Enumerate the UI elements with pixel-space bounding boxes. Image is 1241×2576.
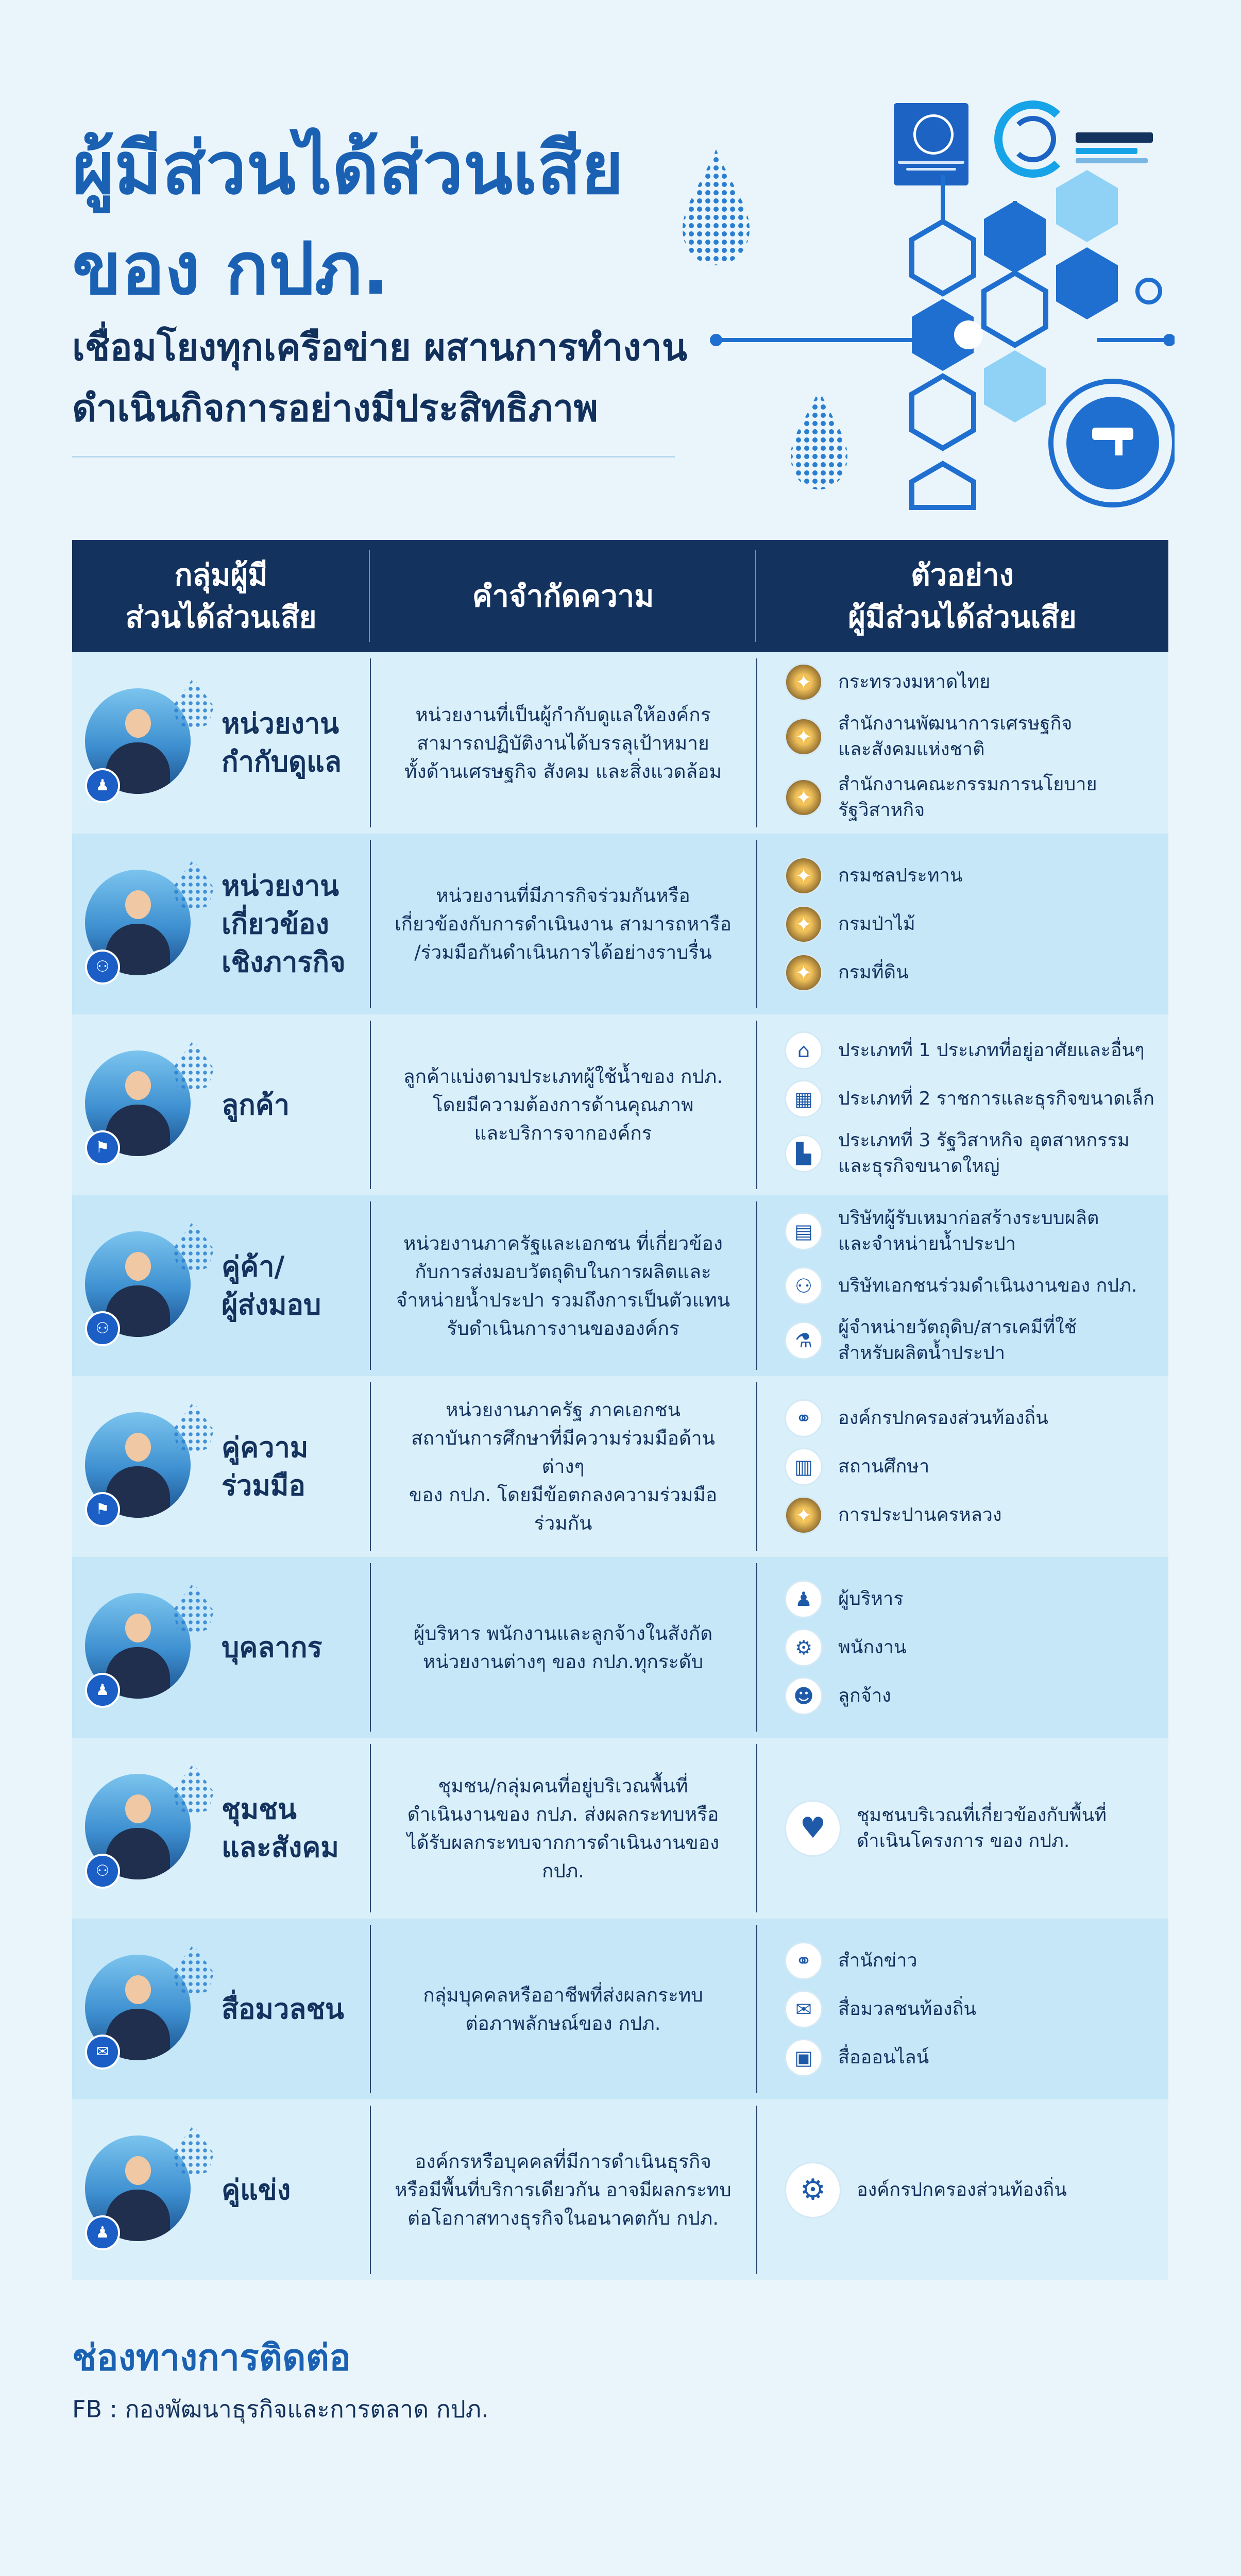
network-icon: ⚭ [785, 1399, 823, 1437]
example-item [785, 953, 1168, 992]
dot-drop-decoration [173, 1040, 214, 1092]
dot-drop-decoration [173, 859, 214, 911]
example-item [785, 711, 1168, 762]
example-item [785, 1580, 1168, 1619]
table-row [72, 1195, 1168, 1376]
definition-cell [370, 1014, 756, 1195]
examples-cell [756, 652, 1168, 834]
example-text: องค์กรปกครองส่วนท้องถิ่น [857, 2179, 1067, 2200]
example-text: สำนักข่าว [838, 1950, 917, 1971]
worker-icon: ☻ [785, 1677, 823, 1715]
dot-drop-decoration [173, 1402, 214, 1453]
definition-cell [370, 1738, 756, 1919]
example-text: สำนักงานคณะกรรมการนโยบาย รัฐวิสาหกิจ [838, 774, 1097, 821]
example-item [785, 772, 1168, 823]
group-cell [72, 1919, 370, 2099]
group-name: สื่อมวลชน [222, 1992, 344, 2025]
group-cell [72, 834, 370, 1014]
header-group [72, 540, 370, 652]
header-group-text: กลุ่มผู้มี ส่วนได้ส่วนเสีย [125, 557, 317, 635]
hexagon-network-illustration [654, 139, 1175, 510]
definition-cell [370, 2099, 756, 2280]
people-icon: ⚇ [85, 1311, 120, 1346]
definition-cell [370, 1919, 756, 2099]
example-item [785, 1399, 1168, 1438]
group-name: คู่ความ ร่วมมือ [222, 1431, 309, 1502]
forestry-seal-icon: ✦ [785, 905, 823, 943]
group-name: คู่ค้า/ ผู้ส่งมอบ [222, 1250, 321, 1321]
example-text: สื่อออนไลน์ [838, 2046, 929, 2068]
table-row [72, 1014, 1168, 1195]
header-examples [756, 540, 1168, 652]
group-cell [72, 1014, 370, 1195]
example-text: ประเภทที่ 1 ประเภทที่อยู่อาศัยและอื่นๆ [838, 1039, 1145, 1061]
example-item [785, 1676, 1168, 1716]
stakeholder-table [72, 540, 1168, 2280]
header-examples-text: ตัวอย่าง ผู้มีส่วนได้ส่วนเสีย [848, 557, 1077, 635]
dot-drop-decoration [173, 1764, 214, 1815]
dot-drop-decoration [173, 2125, 214, 2177]
page-title [72, 118, 624, 319]
group-name: คู่แข่ง [222, 2173, 291, 2206]
dot-drop-decoration [173, 1583, 214, 1634]
example-text: บริษัทผู้รับเหมาก่อสร้างระบบผลิต และจำหน่ายน้ำประปา [838, 1207, 1099, 1255]
example-text: กรมชลประทาน [838, 865, 963, 886]
example-item [785, 1800, 1168, 1857]
examples-cell [756, 834, 1168, 1014]
example-item [785, 2038, 1168, 2077]
title-line-2: ของ กปภ. [72, 227, 389, 311]
dot-drop-decoration [173, 1944, 214, 1996]
table-row [72, 1738, 1168, 1919]
subtitle-line-2: ดำเนินกิจการอย่างมีประสิทธิภาพ [72, 386, 598, 430]
factory-icon: ▙ [785, 1134, 823, 1173]
contact-facebook: FB : กองพัฒนาธุรกิจและการตลาด กปภ. [72, 2395, 489, 2423]
example-text: ผู้จำหน่ายวัตถุดิบ/สารเคมีที่ใช้ สำหรับผลิตน้ำประปา [838, 1316, 1077, 1364]
definition-text: ลูกค้าแบ่งตามประเภทผู้ใช้น้ำของ กปภ. โดยมีความต้องการด้านคุณภาพ และบริการจากองค์กร [403, 1065, 723, 1144]
group-cell [72, 1376, 370, 1557]
nesdc-seal-icon: ✦ [785, 718, 823, 756]
shop-icon: ▦ [785, 1080, 823, 1118]
title-line-1: ผู้มีส่วนได้ส่วนเสีย [72, 127, 624, 211]
definition-text: หน่วยงานที่เป็นผู้กำกับดูแลให้องค์กร สามารถปฏิบัติงานได้บรรลุเป้าหมาย ทั้งด้านเศรษฐกิจ สังคม และสิ่งแวดล้อม [404, 703, 722, 783]
definition-text: ผู้บริหาร พนักงานและลูกจ้างในสังกัด หน่วยงานต่างๆ ของ กปภ.ทุกระดับ [413, 1622, 713, 1673]
header-definition-text: คำจำกัดความ [472, 579, 654, 614]
example-text: สื่อมวลชนท้องถิ่น [838, 1998, 976, 2020]
online-media-icon: ▣ [785, 2039, 823, 2077]
people-icon: ⚑ [85, 1130, 120, 1165]
definition-cell [370, 652, 756, 834]
table-header [72, 540, 1168, 652]
table-body [72, 652, 1168, 2280]
definition-cell [370, 834, 756, 1014]
definition-cell [370, 1376, 756, 1557]
example-text: ประเภทที่ 3 รัฐวิสาหกิจ อุตสาหกรรม และธุรกิจขนาดใหญ่ [838, 1129, 1130, 1177]
example-text: กรมที่ดิน [838, 961, 909, 983]
megaphone-icon: ✉ [785, 1990, 823, 2028]
examples-cell [756, 1376, 1168, 1557]
example-item [785, 2162, 1168, 2218]
example-text: สถานศึกษา [838, 1455, 930, 1477]
header [0, 0, 1241, 515]
examples-cell [756, 1557, 1168, 1738]
people-icon: ♟ [85, 1673, 120, 1708]
header-definition [370, 540, 756, 652]
people-icon: ⚇ [85, 1854, 120, 1889]
group-name: บุคลากร [222, 1631, 322, 1664]
title-divider [72, 456, 675, 457]
dot-drop-decoration [173, 1221, 214, 1273]
people-icon: ⚇ [785, 1267, 823, 1305]
definition-text: ชุมชน/กลุ่มคนที่อยู่บริเวณพื้นที่ ดำเนินงานของ กปภ. ส่งผลกระทบหรือ ได้รับผลกระทบจากการดำเนินงานของ กปภ. [406, 1774, 720, 1882]
example-text: ผู้บริหาร [838, 1588, 904, 1609]
example-item [785, 1990, 1168, 2029]
dot-drop-decoration [173, 678, 214, 730]
example-item [785, 856, 1168, 895]
sepo-seal-icon: ✦ [785, 778, 823, 817]
example-text: สำนักงานพัฒนาการเศรษฐกิจ และสังคมแห่งชาติ [838, 713, 1073, 760]
example-item [785, 1206, 1168, 1257]
definition-text: กลุ่มบุคคลหรืออาชีพที่ส่งผลกระทบ ต่อภาพลักษณ์ของ กปภ. [423, 1984, 703, 2035]
school-icon: ▥ [785, 1448, 823, 1486]
mwa-seal-icon: ✦ [785, 1496, 823, 1534]
example-text: กระทรวงมหาดไทย [838, 671, 991, 692]
table-row [72, 1919, 1168, 2099]
example-item [785, 905, 1168, 944]
example-text: ประเภทที่ 2 ราชการและธุรกิจขนาดเล็ก [838, 1088, 1154, 1109]
examples-cell [756, 1738, 1168, 1919]
definition-cell [370, 1557, 756, 1738]
group-name: ลูกค้า [222, 1088, 290, 1121]
table-row [72, 1557, 1168, 1738]
chemical-icon: ⚗ [785, 1321, 823, 1360]
land-seal-icon: ✦ [785, 954, 823, 992]
examples-cell [756, 2099, 1168, 2280]
example-text: พนักงาน [838, 1636, 907, 1658]
example-text: ชุมชนบริเวณที่เกี่ยวข้องกับพื้นที่ ดำเนินโครงการ ของ กปภ. [857, 1804, 1107, 1852]
example-item [785, 1628, 1168, 1667]
employee-icon: ⚙ [785, 1629, 823, 1667]
example-item [785, 663, 1168, 702]
example-item [785, 1496, 1168, 1535]
group-cell [72, 1195, 370, 1376]
group-cell [72, 1557, 370, 1738]
example-item [785, 1447, 1168, 1486]
people-icon: ♟ [85, 2215, 120, 2250]
example-item [785, 1315, 1168, 1366]
definition-text: หน่วยงานภาครัฐ ภาคเอกชน สถาบันการศึกษาที่มีความร่วมมือด้านต่างๆ ของ กปภ. โดยมีข้อตกลงความร่วมมือร่วมกัน [409, 1399, 718, 1534]
examples-cell [756, 1014, 1168, 1195]
people-icon: ♟ [85, 768, 120, 803]
definition-text: องค์กรหรือบุคคลที่มีการดำเนินธุรกิจ หรือมีพื้นที่บริการเดียวกัน อาจมีผลกระทบ ต่อโอกาสทางธุรกิจในอนาคตกับ กปภ. [395, 2150, 732, 2229]
example-text: การประปานครหลวง [838, 1504, 1002, 1526]
examples-cell [756, 1195, 1168, 1376]
group-name: ชุมชน และสังคม [222, 1792, 339, 1863]
ministry-seal-icon: ✦ [785, 663, 823, 701]
executive-icon: ♟ [785, 1580, 823, 1618]
house-icon: ⌂ [785, 1031, 823, 1070]
community-icon: ♥ [785, 1800, 841, 1857]
people-icon: ⚇ [85, 950, 120, 985]
group-cell [72, 1738, 370, 1919]
building-icon: ▤ [785, 1212, 823, 1250]
table-row [72, 2099, 1168, 2280]
definition-text: หน่วยงานภาครัฐและเอกชน ที่เกี่ยวข้อง กับการส่งมอบวัตถุดิบในการผลิตและ จำหน่ายน้ำประปา รวมถึงการเป็นตัวแทน รับดำเนินการงานขององค์กร [396, 1232, 730, 1340]
example-item [785, 1941, 1168, 1980]
example-item [785, 1128, 1168, 1179]
example-item [785, 1079, 1168, 1118]
group-name: หน่วยงาน กำกับดูแล [222, 707, 342, 778]
group-cell [72, 652, 370, 834]
examples-cell [756, 1919, 1168, 2099]
contact-title: ช่องทางการติดต่อ [72, 2336, 351, 2379]
people-icon: ✉ [85, 2035, 120, 2070]
example-text: บริษัทเอกชนร่วมดำเนินงานของ กปภ. [838, 1275, 1137, 1296]
example-item [785, 1031, 1168, 1070]
example-text: องค์กรปกครองส่วนท้องถิ่น [838, 1407, 1048, 1429]
page-subtitle [72, 317, 687, 438]
example-text: กรมป่าไม้ [838, 913, 915, 935]
irrigation-seal-icon: ✦ [785, 857, 823, 895]
table-row [72, 652, 1168, 834]
table-row [72, 1376, 1168, 1557]
group-cell [72, 2099, 370, 2280]
subtitle-line-1: เชื่อมโยงทุกเครือข่าย ผสานการทำงาน [72, 326, 688, 369]
gear-people-icon: ⚙ [785, 2162, 841, 2218]
definition-text: หน่วยงานที่มีภารกิจร่วมกันหรือ เกี่ยวข้องกับการดำเนินงาน สามารถหารือ /ร่วมมือกันดำเนินการได้อย่างราบรื่น [394, 885, 732, 963]
group-name: หน่วยงาน เกี่ยวข้อง เชิงภารกิจ [222, 869, 346, 978]
table-row [72, 834, 1168, 1014]
news-network-icon: ⚭ [785, 1942, 823, 1980]
example-item [785, 1266, 1168, 1306]
people-icon: ⚑ [85, 1492, 120, 1527]
definition-cell [370, 1195, 756, 1376]
example-text: ลูกจ้าง [838, 1685, 891, 1706]
